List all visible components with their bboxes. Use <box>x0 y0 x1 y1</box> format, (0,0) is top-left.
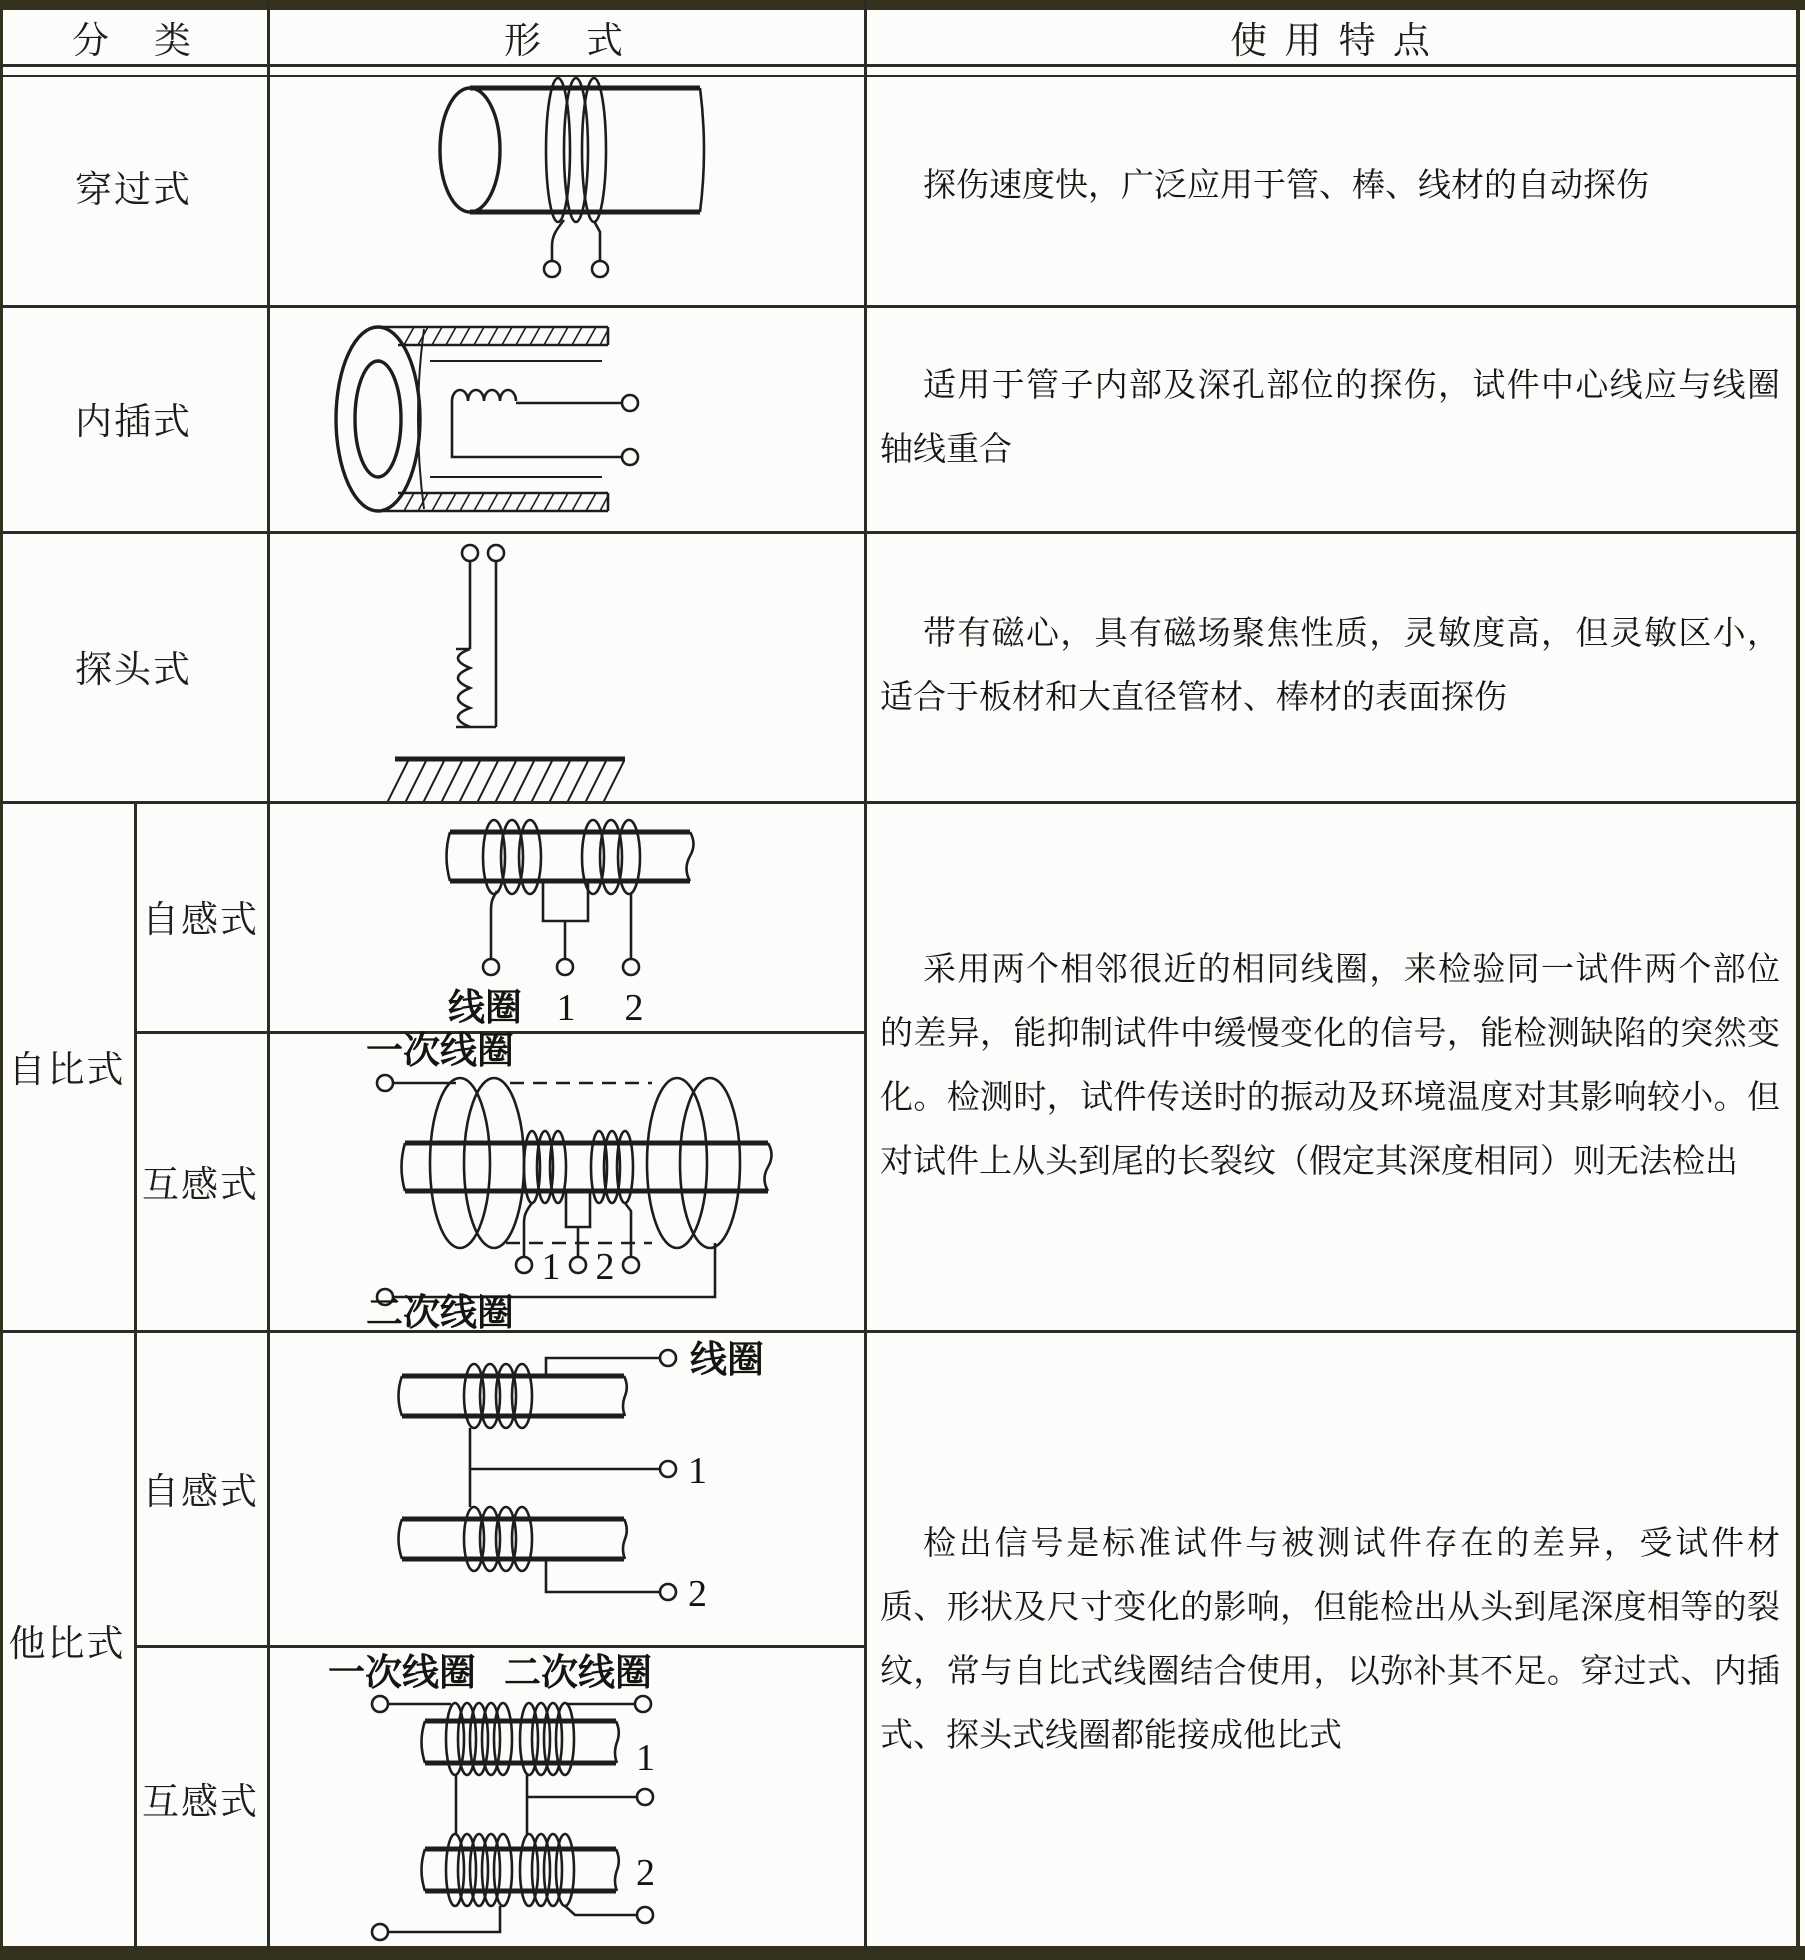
diagram-self-comparison-mutual-inductance <box>270 1031 864 1330</box>
primary-coil-label: 一次线圈 <box>366 1031 514 1072</box>
test-rod <box>440 88 704 212</box>
primary-winding <box>377 1075 740 1248</box>
subrow-label-mutual-inductance <box>134 1031 267 1330</box>
rod-1-label: 1 <box>636 1737 655 1779</box>
secondary-coil-label: 二次线圈 <box>504 1653 652 1694</box>
coil-leads <box>544 220 608 277</box>
label-text: 内插式 <box>75 402 192 443</box>
diagram-self-comparison-self-inductance <box>270 801 864 1031</box>
other-comparison-mutual-inductance-diagram <box>270 1645 864 1950</box>
secondary-leads <box>516 1191 639 1273</box>
inner-coil <box>452 390 638 465</box>
label-text: 探头式 <box>75 650 192 691</box>
test-rod <box>402 1143 772 1191</box>
feature-self-comparison <box>864 801 1800 1330</box>
row-label-self-comparison <box>0 801 134 1330</box>
terminal-2-label: 2 <box>688 1573 707 1615</box>
diagram-probe <box>270 531 864 801</box>
coil-label: 线圈 <box>690 1340 764 1381</box>
terminal <box>660 1584 676 1600</box>
feed-through-coil-diagram <box>270 66 864 305</box>
terminal <box>516 1257 532 1273</box>
coil-terminal-wire <box>546 1350 676 1376</box>
subrow-label-mutual-inductance <box>134 1645 267 1950</box>
diagram-feed-through <box>270 66 864 305</box>
label-text: 互感式 <box>142 1781 259 1823</box>
feature-probe <box>864 531 1800 801</box>
terminal <box>622 449 638 465</box>
terminal <box>637 1907 653 1923</box>
terminal <box>623 1257 639 1273</box>
inner-insert-coil-diagram <box>270 305 864 531</box>
encircling-coil <box>546 78 606 222</box>
rod-2 <box>422 1834 619 1906</box>
row-label-other-comparison <box>0 1330 134 1950</box>
terminal <box>372 1696 388 1712</box>
row-label-inner-insert <box>0 305 267 531</box>
secondary-coil-label: 二次线圈 <box>366 1293 514 1330</box>
header-classification <box>0 10 267 64</box>
terminal <box>570 1257 586 1273</box>
row-label-feed-through <box>0 66 267 305</box>
header-form <box>267 10 864 64</box>
rod-1 <box>399 1364 627 1428</box>
terminal <box>544 261 560 277</box>
header-form-label: 形 式 <box>504 21 627 62</box>
subrow-label-self-inductance <box>134 801 267 1031</box>
label-text: 穿过式 <box>75 169 192 211</box>
terminal-1-label: 1 <box>688 1450 707 1492</box>
header-usage-label: 使 用 特 点 <box>1230 21 1434 62</box>
terminal <box>635 1696 651 1712</box>
feature-text: 检出信号是标准试件与被测试件存在的差异，受试件材质、形状及尺寸变化的影响，但能检出从头到尾深度相等的裂纹，常与自比式线圈结合使用，以弥补其不足。穿过式、内插式、探头式线圈都能接成他比式 <box>880 1526 1780 1754</box>
test-surface <box>382 759 625 801</box>
terminal-2-label: 2 <box>624 987 644 1029</box>
terminal <box>660 1350 676 1366</box>
terminal-2-label: 2 <box>595 1246 615 1288</box>
primary-coil-label: 一次线圈 <box>328 1653 476 1694</box>
tube-section <box>336 327 608 511</box>
primary-input-wire <box>372 1696 451 1712</box>
rod-2-label: 2 <box>636 1852 655 1894</box>
terminal <box>622 395 638 411</box>
rod-1 <box>422 1703 619 1775</box>
feature-feed-through <box>864 66 1800 305</box>
terminal <box>462 545 478 561</box>
coil-label: 线圈 <box>448 988 522 1029</box>
probe-coil-diagram <box>270 531 864 801</box>
terminal <box>660 1461 676 1477</box>
series-connection <box>470 1428 676 1507</box>
label-text: 互感式 <box>142 1164 259 1206</box>
feature-text: 采用两个相邻很近的相同线圈，来检验同一试件两个部位的差异，能抑制试件中缓慢变化的信号，能检测缺陷的突然变化。检测时，试件传送时的振动及环境温度对其影响较小。但对试件上从头到尾的长裂纹（假定其深度相同）则无法检出 <box>880 951 1780 1180</box>
feature-inner-insert <box>864 305 1800 531</box>
coil-leads <box>483 881 639 975</box>
other-comparison-self-inductance-diagram <box>270 1330 864 1645</box>
probe-coil <box>456 545 504 727</box>
primary-return-wire <box>372 1906 500 1940</box>
row-label-probe <box>0 531 267 801</box>
feature-text: 探伤速度快，广泛应用于管、棒、线材的自动探伤 <box>923 167 1649 204</box>
secondary-top-wire <box>567 1696 651 1712</box>
secondary-bottom-wire <box>565 1906 653 1923</box>
terminal-1-label: 1 <box>541 1246 561 1288</box>
terminal <box>483 959 499 975</box>
terminal <box>557 959 573 975</box>
label-text: 他比式 <box>8 1624 126 1665</box>
diagram-inner-insert <box>270 305 864 531</box>
terminal <box>623 959 639 975</box>
self-comparison-self-inductance-diagram <box>270 801 864 1031</box>
self-comparison-mutual-inductance-diagram <box>270 1031 864 1330</box>
label-text: 自比式 <box>8 1049 126 1091</box>
diagram-other-comparison-self-inductance <box>270 1330 864 1645</box>
header-usage <box>864 10 1800 64</box>
inter-rod-wires <box>456 1775 653 1834</box>
terminal <box>372 1924 388 1940</box>
feature-text: 适用于管子内部及深孔部位的探伤，试件中心线应与线圈轴线重合 <box>880 368 1780 468</box>
terminal <box>592 261 608 277</box>
rod2-terminal-wire <box>546 1559 676 1600</box>
label-text: 自感式 <box>142 1471 259 1513</box>
feature-other-comparison <box>864 1330 1800 1950</box>
header-classification-label: 分 类 <box>72 21 195 62</box>
terminal <box>377 1075 393 1091</box>
terminal <box>637 1789 653 1805</box>
feature-text: 带有磁心，具有磁场聚焦性质，灵敏度高，但灵敏区小，适合于板材和大直径管材、棒材的表面探伤 <box>880 616 1780 716</box>
rod-2 <box>399 1507 627 1571</box>
subrow-label-self-inductance <box>134 1330 267 1645</box>
scan-edge-top <box>0 0 1805 10</box>
label-text: 自感式 <box>142 900 259 941</box>
terminal-1-label: 1 <box>556 987 576 1029</box>
terminal <box>488 545 504 561</box>
diagram-other-comparison-mutual-inductance <box>270 1645 864 1950</box>
